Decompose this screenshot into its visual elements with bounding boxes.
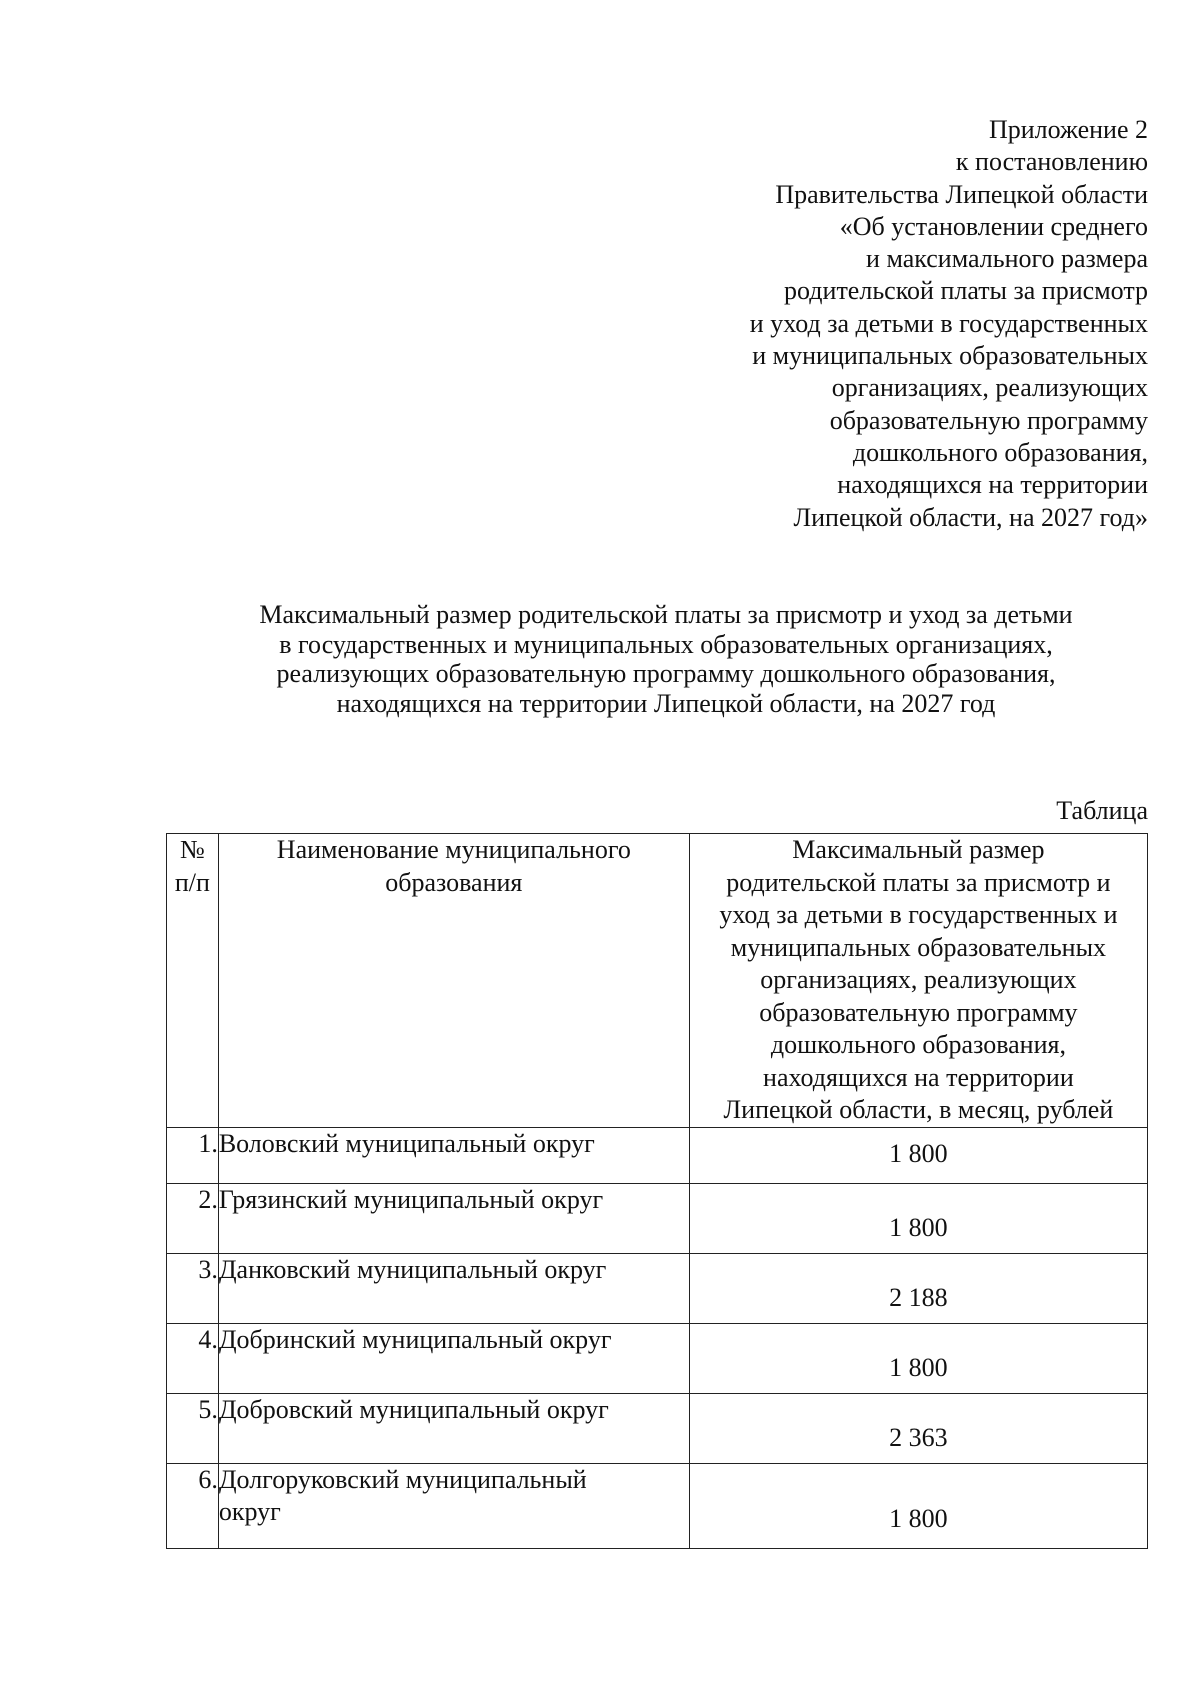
appendix-line: к постановлению	[955, 147, 1148, 177]
row-number: 6.	[167, 1463, 219, 1548]
row-max-fee	[689, 1463, 1147, 1548]
row-max-fee	[689, 1393, 1147, 1463]
row-number: 4.	[167, 1323, 219, 1393]
row-municipality	[218, 1253, 689, 1323]
appendix-line: Приложение 2	[988, 115, 1148, 144]
municipality-name-line: Воловский муниципальный округ	[218, 1128, 595, 1158]
header-number-line: №	[180, 835, 205, 864]
row-number: 2.	[167, 1183, 219, 1253]
appendix-line: дошкольного образования,	[852, 437, 1148, 467]
municipality-name-line: Добровский муниципальный округ	[218, 1394, 609, 1424]
table-caption: Таблица	[1056, 796, 1148, 825]
municipality-name-line: Долгоруковский муниципальный	[218, 1464, 587, 1494]
header-number	[167, 834, 219, 1128]
max-fee-value: 1 800	[889, 1352, 948, 1382]
header-value-line: находящихся на территории	[763, 1062, 1074, 1092]
appendix-line: находящихся на территории	[837, 470, 1148, 500]
header-value-line: уход за детьми в государственных и	[719, 900, 1118, 929]
title-line: в государственных и муниципальных образовательных организациях,	[279, 629, 1053, 659]
table-row	[167, 1127, 1148, 1183]
row-max-fee	[689, 1323, 1147, 1393]
appendix-line: и муниципальных образовательных	[752, 341, 1148, 371]
row-max-fee	[689, 1183, 1147, 1253]
header-number-line: п/п	[174, 867, 210, 897]
header-max-fee	[689, 834, 1147, 1128]
municipality-name-line: округ	[218, 1497, 281, 1526]
max-fee-value: 2 363	[889, 1422, 948, 1452]
title-line: находящихся на территории Липецкой области, на 2027 год	[336, 688, 996, 718]
header-name-line: образования	[385, 867, 523, 897]
table-row	[167, 1183, 1148, 1253]
row-number: 3.	[167, 1253, 219, 1323]
row-number: 1.	[167, 1127, 219, 1183]
municipality-name-line: Добринский муниципальный округ	[218, 1324, 612, 1354]
header-value-line: образовательную программу	[759, 997, 1078, 1027]
row-municipality	[218, 1323, 689, 1393]
row-municipality	[218, 1393, 689, 1463]
table-header-row	[167, 834, 1148, 1128]
table-row	[167, 1463, 1148, 1548]
row-municipality	[218, 1463, 689, 1548]
municipality-name-line: Грязинский муниципальный округ	[218, 1184, 604, 1214]
row-max-fee	[689, 1127, 1147, 1183]
appendix-reference-block	[588, 114, 1148, 534]
row-municipality	[218, 1127, 689, 1183]
title-line: Максимальный размер родительской платы за присмотр и уход за детьми	[259, 600, 1073, 629]
appendix-line: «Об установлении среднего	[839, 211, 1148, 241]
header-value-line: Липецкой области, в месяц, рублей	[723, 1095, 1114, 1124]
appendix-line: и уход за детьми в государственных	[749, 308, 1148, 338]
header-value-line: дошкольного образования,	[770, 1030, 1066, 1059]
appendix-line: образовательную программу	[829, 405, 1148, 435]
municipality-name-line: Данковский муниципальный округ	[218, 1254, 607, 1284]
appendix-line: организациях, реализующих	[831, 373, 1148, 403]
table-row	[167, 1253, 1148, 1323]
header-name-line: Наименование муниципального	[276, 835, 631, 864]
table-row	[167, 1393, 1148, 1463]
table-row	[167, 1323, 1148, 1393]
max-fee-value: 1 800	[889, 1503, 948, 1533]
row-municipality	[218, 1183, 689, 1253]
header-value-line: муниципальных образовательных	[730, 932, 1107, 962]
appendix-line: Липецкой области, на 2027 год»	[793, 502, 1148, 532]
header-municipality-name	[218, 834, 689, 1128]
header-value-line: организациях, реализующих	[760, 965, 1077, 994]
title-line: реализующих образовательную программу дошкольного образования,	[276, 659, 1056, 688]
max-fee-value: 1 800	[889, 1212, 948, 1242]
document-title	[166, 600, 1166, 718]
header-value-line: Максимальный размер	[792, 835, 1045, 864]
row-number: 5.	[167, 1393, 219, 1463]
fee-table	[166, 833, 1148, 1549]
max-fee-value: 2 188	[889, 1282, 948, 1312]
row-max-fee	[689, 1253, 1147, 1323]
max-fee-value: 1 800	[889, 1138, 948, 1168]
appendix-line: Правительства Липецкой области	[775, 179, 1148, 209]
header-value-line: родительской платы за присмотр и	[726, 867, 1111, 897]
appendix-line: и максимального размера	[866, 244, 1148, 274]
appendix-line: родительской платы за присмотр	[784, 276, 1148, 306]
